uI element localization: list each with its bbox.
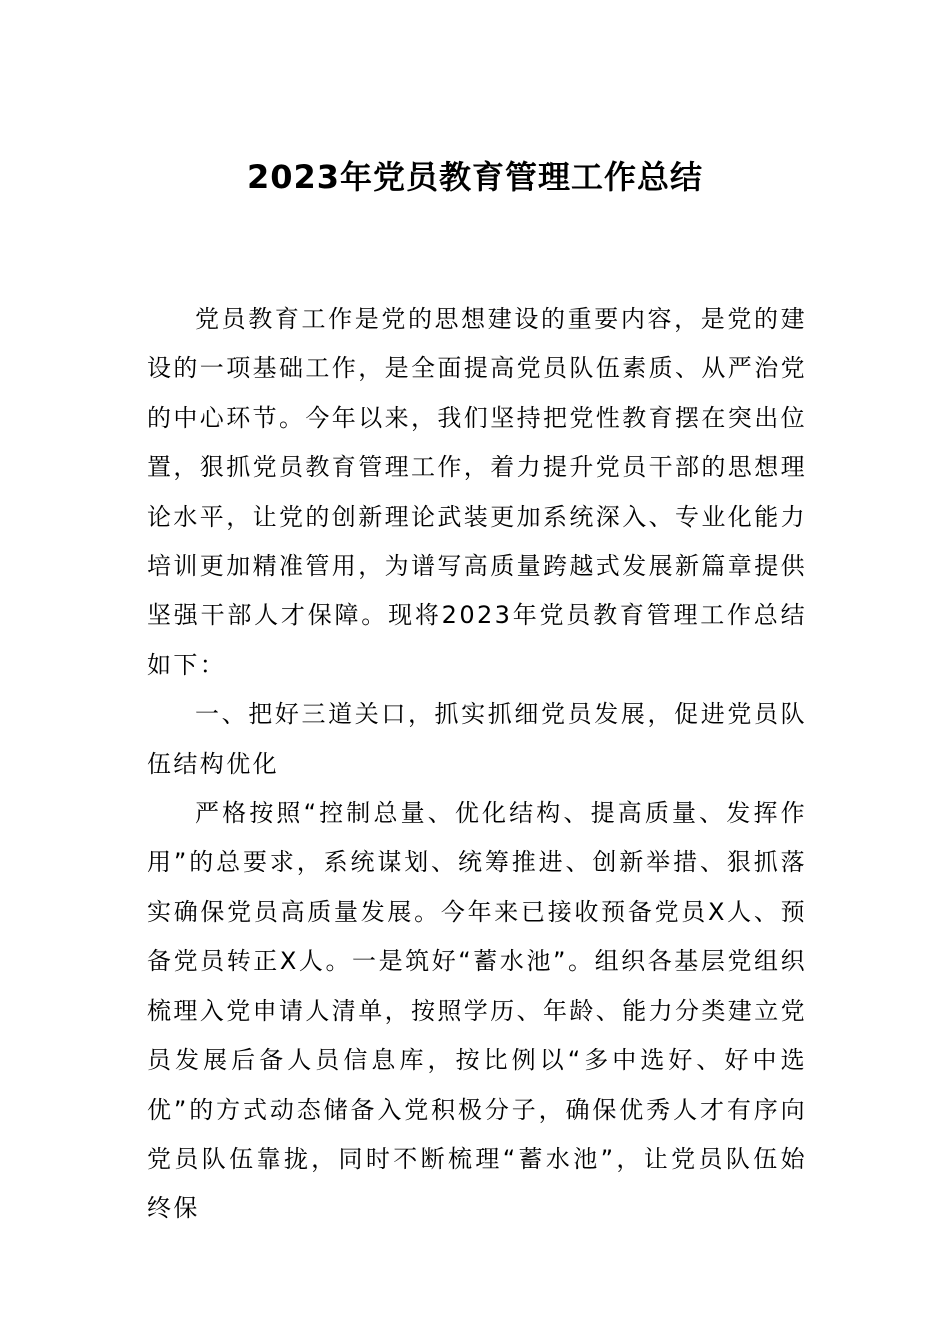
section-heading-1: 一、把好三道关口，抓实抓细党员发展，促进党员队伍结构优化 xyxy=(147,700,807,778)
document-title: 2023年党员教育管理工作总结 xyxy=(246,158,704,196)
document-body xyxy=(147,295,807,1234)
paragraph-intro: 党员教育工作是党的思想建设的重要内容，是党的建设的一项基础工作，是全面提高党员队伍素质、从严治党的中心环节。今年以来，我们坚持把党性教育摆在突出位置，狠抓党员教育管理工作，着力提升党员干部的思想理论水平，让党的创新理论武装更加系统深入、专业化能力培训更加精准管用，为谱写高质量跨越式发展新篇章提供坚强干部人才保障。现将2023年党员教育管理工作总结如下： xyxy=(147,305,807,679)
paragraph-section-1: 严格按照“控制总量、优化结构、提高质量、发挥作用”的总要求，系统谋划、统筹推进、创新举措、狠抓落实确保党员高质量发展。今年来已接收预备党员X人、预备党员转正X人。一是筑好“蓄水池”。组织各基层党组织梳理入党申请人清单，按照学历、年龄、能力分类建立党员发展后备人员信息库，按比例以“多中选好、好中选优”的方式动态储备入党积极分子，确保优秀人才有序向党员队伍靠拢，同时不断梳理“蓄水池”，让党员队伍始终保 xyxy=(147,799,807,1223)
